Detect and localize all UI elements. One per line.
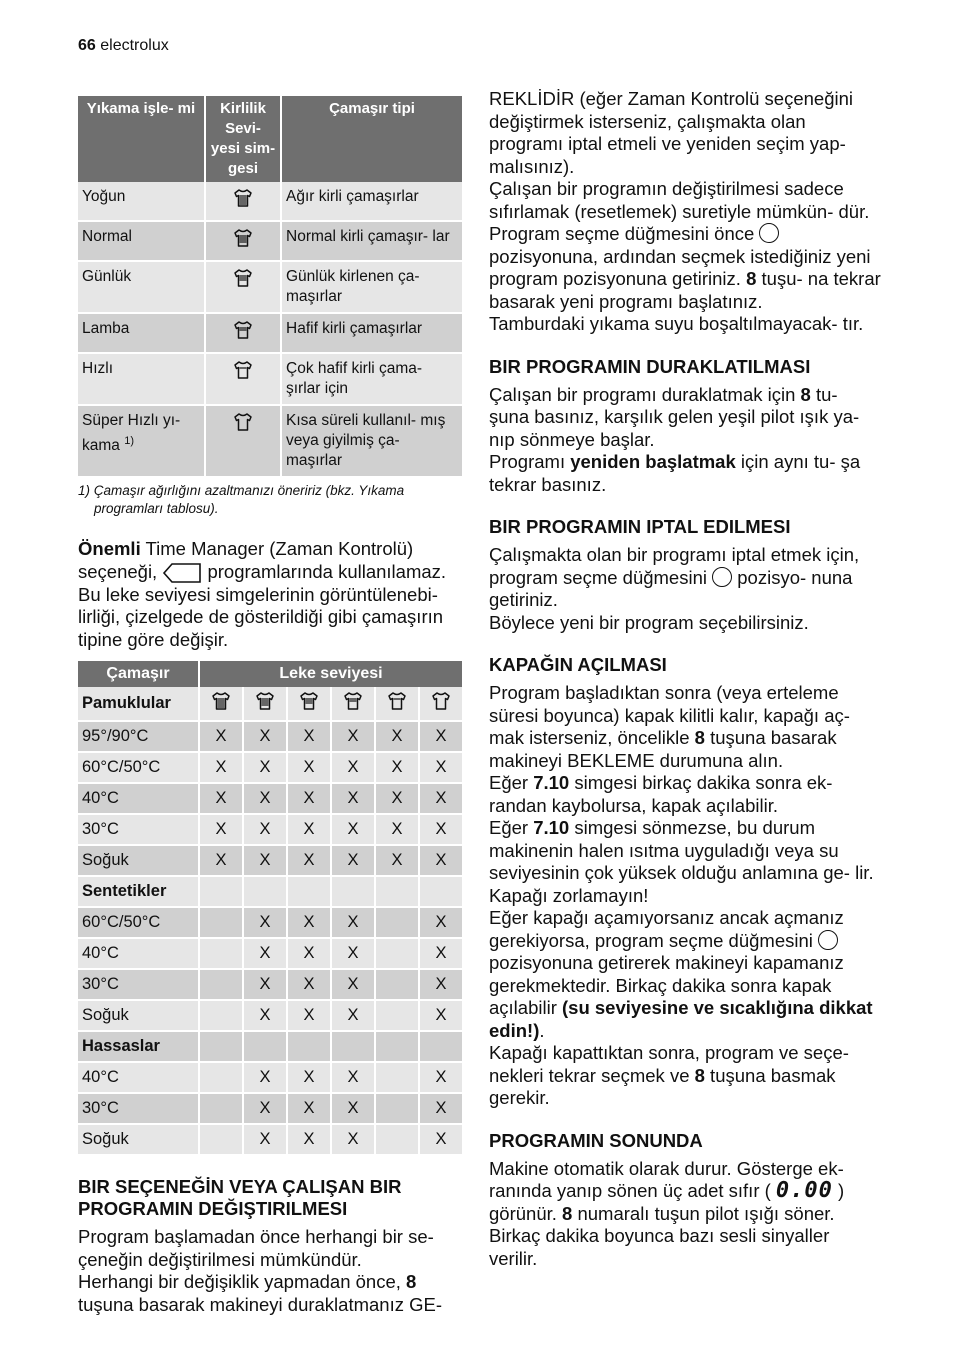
soil-level-shirt-icon [205, 221, 281, 261]
fabric-category: Sentetikler [78, 876, 199, 907]
table-row [78, 221, 463, 261]
table-row [78, 907, 463, 938]
temperature: 30°C [78, 1093, 199, 1124]
mark-cell: X [287, 907, 331, 938]
section-title-cancel: BIR PROGRAMIN IPTAL EDILMESI [489, 516, 791, 537]
temperature: 40°C [78, 938, 199, 969]
fabric-category: Pamuklular [78, 687, 199, 721]
mark-cell: X [287, 938, 331, 969]
mark-cell: X [243, 1124, 287, 1155]
soil-level-shirt-icon [205, 313, 281, 353]
change-cont1: REKLİDİR (eğer Zaman Kontrolü seçeneğini değiştirmek isterseniz, çalışmakta olan programı iptal etmeli ve yeniden seçim yap- malısınız). [489, 88, 854, 177]
table-row [78, 845, 463, 876]
important-label: Önemli [78, 538, 141, 559]
stain-level-table [78, 96, 464, 478]
mark-cell: X [243, 814, 287, 845]
mark-cell: X [419, 1093, 463, 1124]
table-row [78, 1124, 463, 1155]
stain-level-shirt-icon [419, 687, 463, 721]
fabric-stain-table [78, 661, 464, 1156]
mark-cell: X [199, 721, 243, 752]
col-laundry-type: Çamaşır tipi [281, 96, 463, 182]
brand-name: electrolux [100, 37, 169, 54]
temperature: 60°C/50°C [78, 907, 199, 938]
section-title-change: BIR SEÇENEĞİN VEYA ÇALIŞAN BIR PROGRAMIN DEĞIŞTIRILMESI [78, 1176, 402, 1220]
mark-cell: X [331, 783, 375, 814]
mark-cell: X [287, 814, 331, 845]
mark-cell: X [287, 1000, 331, 1031]
table-row [78, 969, 463, 1000]
mark-cell: X [199, 845, 243, 876]
mark-cell: X [331, 845, 375, 876]
temperature: Soğuk [78, 845, 199, 876]
page-number: 66 [78, 37, 96, 54]
empty-cell [375, 1062, 419, 1093]
mark-cell: X [375, 814, 419, 845]
empty-cell [375, 969, 419, 1000]
mark-cell: X [419, 907, 463, 938]
mark-cell: X [199, 752, 243, 783]
mark-cell: X [243, 969, 287, 1000]
mark-cell: X [243, 1093, 287, 1124]
stain-level-shirt-icon [375, 687, 419, 721]
mark-cell: X [375, 752, 419, 783]
table-row [78, 1031, 463, 1062]
temperature: 30°C [78, 814, 199, 845]
door-p1: Program başladıktan sonra (veya erteleme süresi boyunca) kapak kilitli kalır, kapağı aç- mak isterseniz, öncelikle 8 tuşuna basarak makineyi BEKLEME durumuna alın. [489, 682, 850, 771]
end-p2: Birkaç dakika boyunca bazı sesli sinyaller verilir. [489, 1225, 830, 1269]
mark-cell: X [375, 721, 419, 752]
mark-cell: X [419, 752, 463, 783]
mark-cell: X [419, 845, 463, 876]
quick-program-icon [162, 562, 202, 584]
laundry-type: Günlük kirlenen ça- maşırlar [281, 261, 463, 313]
empty-cell [199, 938, 243, 969]
program-name: Normal [78, 221, 205, 261]
change-cont3: Tamburdaki yıkama suyu boşaltılmayacak- tır. [489, 313, 864, 334]
table-row [78, 687, 463, 721]
cancel-p2: Böylece yeni bir program seçebilirsiniz. [489, 611, 809, 633]
mark-cell: X [287, 721, 331, 752]
mark-cell: X [287, 1062, 331, 1093]
table-row [78, 938, 463, 969]
table-row [78, 1000, 463, 1031]
table-row [78, 876, 463, 907]
mark-cell: X [375, 845, 419, 876]
temperature: 60°C/50°C [78, 752, 199, 783]
empty-cell [375, 1000, 419, 1031]
empty-cell [199, 969, 243, 1000]
temperature: 40°C [78, 783, 199, 814]
program-name: Günlük [78, 261, 205, 313]
mark-cell: X [419, 969, 463, 1000]
mark-cell: X [331, 1062, 375, 1093]
table-row [78, 182, 463, 221]
mark-cell: X [287, 1124, 331, 1155]
table-row [78, 313, 463, 353]
temperature: 30°C [78, 969, 199, 1000]
mark-cell: X [199, 783, 243, 814]
mark-cell: X [419, 721, 463, 752]
empty-cell [199, 1000, 243, 1031]
stain-level-shirt-icon [331, 687, 375, 721]
table-row [78, 721, 463, 752]
pause-p1: Çalışan bir programı duraklatmak için 8 tu- şuna basınız, karşılık gelen yeşil pilot ışık ya- nıp sönmeye başlar. [489, 383, 860, 450]
door-p4: Eğer kapağı açamıyorsanız ancak açmanız gerekiyorsa, program seçme düğmesini pozisyonuna getirerek makineyi kapamanız gerekmektedir. Birkaç dakika sonra kapak açılabilir (su seviyesine ve sıcaklığına dikkat edin!). [489, 907, 873, 1041]
mark-cell: X [419, 938, 463, 969]
left-column [78, 96, 464, 1316]
program-name: Hızlı [78, 353, 205, 405]
page-header [78, 37, 169, 55]
empty-cell [375, 1093, 419, 1124]
empty-cell [375, 907, 419, 938]
mark-cell: X [331, 1124, 375, 1155]
section-title-door: KAPAĞIN AÇILMASI [489, 654, 667, 675]
end-p1: Makine otomatik olarak durur. Gösterge ek- ranında yanıp sönen üç adet sıfır ( 0.00 ) görünür. 8 numaralı tuşun pilot ışığı söner. [489, 1157, 845, 1224]
temperature: Soğuk [78, 1124, 199, 1155]
mark-cell: X [331, 907, 375, 938]
off-position-icon [712, 567, 732, 587]
table-row [78, 1062, 463, 1093]
program-name: Süper Hızlı yı- kama $^{1)}$ [78, 405, 205, 477]
mark-cell: X [331, 814, 375, 845]
temperature: 95°/90°C [78, 721, 199, 752]
off-position-icon [759, 223, 779, 243]
col-soil-icon: Kirlilik Sevi- yesi sim- gesi [205, 96, 281, 182]
fabric-category: Hassaslar [78, 1031, 199, 1062]
table-row [78, 752, 463, 783]
empty-cell [375, 938, 419, 969]
mark-cell: X [419, 1000, 463, 1031]
mark-cell: X [199, 814, 243, 845]
mark-cell: X [287, 783, 331, 814]
laundry-type: Hafif kirli çamaşırlar [281, 313, 463, 353]
change-cont2: Çalışan bir programın değiştirilmesi sadece sıfırlamak (resetlemek) suretiyle mümkün- dür. Program seçme düğmesini önce pozisyonuna, ardından seçmek istediğiniz yeni program pozisyonuna getiriniz. 8 tuşu- na tekrar basarak yeni programı başlatınız. [489, 178, 881, 312]
mark-cell: X [419, 1062, 463, 1093]
laundry-type: Ağır kirli çamaşırlar [281, 182, 463, 221]
door-p5: Kapağı kapattıktan sonra, program ve seçe- nekleri tekrar seçmek ve 8 tuşuna basmak gerekir. [489, 1042, 849, 1108]
empty-cell [199, 1093, 243, 1124]
mark-cell: X [331, 752, 375, 783]
mark-cell: X [243, 907, 287, 938]
mark-cell: X [287, 845, 331, 876]
laundry-type: Kısa süreli kullanıl- mış veya giyilmiş ça- maşırlar [281, 405, 463, 477]
footnote: 1) Çamaşır ağırlığını azaltmanızı öneririz (bkz. Yıkama programları tablosu). [78, 483, 405, 516]
mark-cell: X [331, 969, 375, 1000]
section-title-end: PROGRAMIN SONUNDA [489, 1129, 703, 1151]
stain-level-shirt-icon [243, 687, 287, 721]
mark-cell: X [243, 1000, 287, 1031]
mark-cell: X [243, 845, 287, 876]
col-stain-level: Leke seviyesi [199, 661, 463, 687]
mark-cell: X [243, 938, 287, 969]
mark-cell: X [375, 783, 419, 814]
empty-cell [199, 1124, 243, 1155]
mark-cell: X [287, 1093, 331, 1124]
temperature: 40°C [78, 1062, 199, 1093]
important-note: Önemli Time Manager (Zaman Kontrolü) seçeneği, programlarında kullanılamaz. Bu leke seviyesi simgelerinin görüntülenebi- lirliği, çizelgede de gösterildiği gibi çamaşırın tipine göre değişir. [78, 538, 447, 650]
soil-level-shirt-icon [205, 405, 281, 477]
col-fabric: Çamaşır [78, 661, 199, 687]
empty-cell [199, 1062, 243, 1093]
off-position-icon [818, 930, 838, 950]
mark-cell: X [243, 1062, 287, 1093]
section-title-pause: BIR PROGRAMIN DURAKLATILMASI [489, 355, 811, 377]
table-row [78, 1093, 463, 1124]
display-readout: 0.00 [775, 1178, 833, 1203]
table-row [78, 814, 463, 845]
mark-cell: X [331, 1000, 375, 1031]
mark-cell: X [287, 969, 331, 1000]
soil-level-shirt-icon [205, 182, 281, 221]
change-p1: Program başlamadan önce herhangi bir se- çeneğin değiştirilmesi mümkündür. [78, 1226, 434, 1270]
mark-cell: X [419, 1124, 463, 1155]
soil-level-shirt-icon [205, 261, 281, 313]
empty-cell [375, 1124, 419, 1155]
temperature: Soğuk [78, 1000, 199, 1031]
mark-cell: X [243, 783, 287, 814]
laundry-type: Çok hafif kirli çama- şırlar için [281, 353, 463, 405]
mark-cell: X [331, 721, 375, 752]
right-column [489, 88, 881, 1270]
table-row [78, 405, 463, 477]
stain-level-shirt-icon [199, 687, 243, 721]
mark-cell: X [243, 752, 287, 783]
table-row [78, 261, 463, 313]
program-name: Yoğun [78, 182, 205, 221]
table-row [78, 353, 463, 405]
program-name: Lamba [78, 313, 205, 353]
mark-cell: X [419, 783, 463, 814]
door-p2: Eğer 7.10 simgesi birkaç dakika sonra ek- randan kaybolursa, kapak açılabilir. [489, 772, 833, 816]
mark-cell: X [331, 1093, 375, 1124]
soil-level-shirt-icon [205, 353, 281, 405]
pause-p2: Programı yeniden başlatmak için aynı tu- şa tekrar basınız. [489, 451, 861, 495]
cancel-p1: Çalışmakta olan bir programı iptal etmek için, program seçme düğmesini pozisyo- nuna getiriniz. [489, 544, 860, 610]
mark-cell: X [419, 814, 463, 845]
col-program: Yıkama işle- mi [78, 96, 205, 182]
mark-cell: X [287, 752, 331, 783]
laundry-type: Normal kirli çamaşır- lar [281, 221, 463, 261]
door-p3: Eğer 7.10 simgesi sönmezse, bu durum makinenin halen ısıtma uyguladığı veya su seviyesinin çok yüksek olduğu anlamına ge- lir. Kapağı zorlamayın! [489, 817, 874, 906]
mark-cell: X [243, 721, 287, 752]
stain-level-shirt-icon [287, 687, 331, 721]
empty-cell [199, 907, 243, 938]
table-row [78, 783, 463, 814]
mark-cell: X [331, 938, 375, 969]
change-p2: Herhangi bir değişiklik yapmadan önce, 8 tuşuna basarak makineyi duraklatmanız GE- [78, 1271, 443, 1315]
